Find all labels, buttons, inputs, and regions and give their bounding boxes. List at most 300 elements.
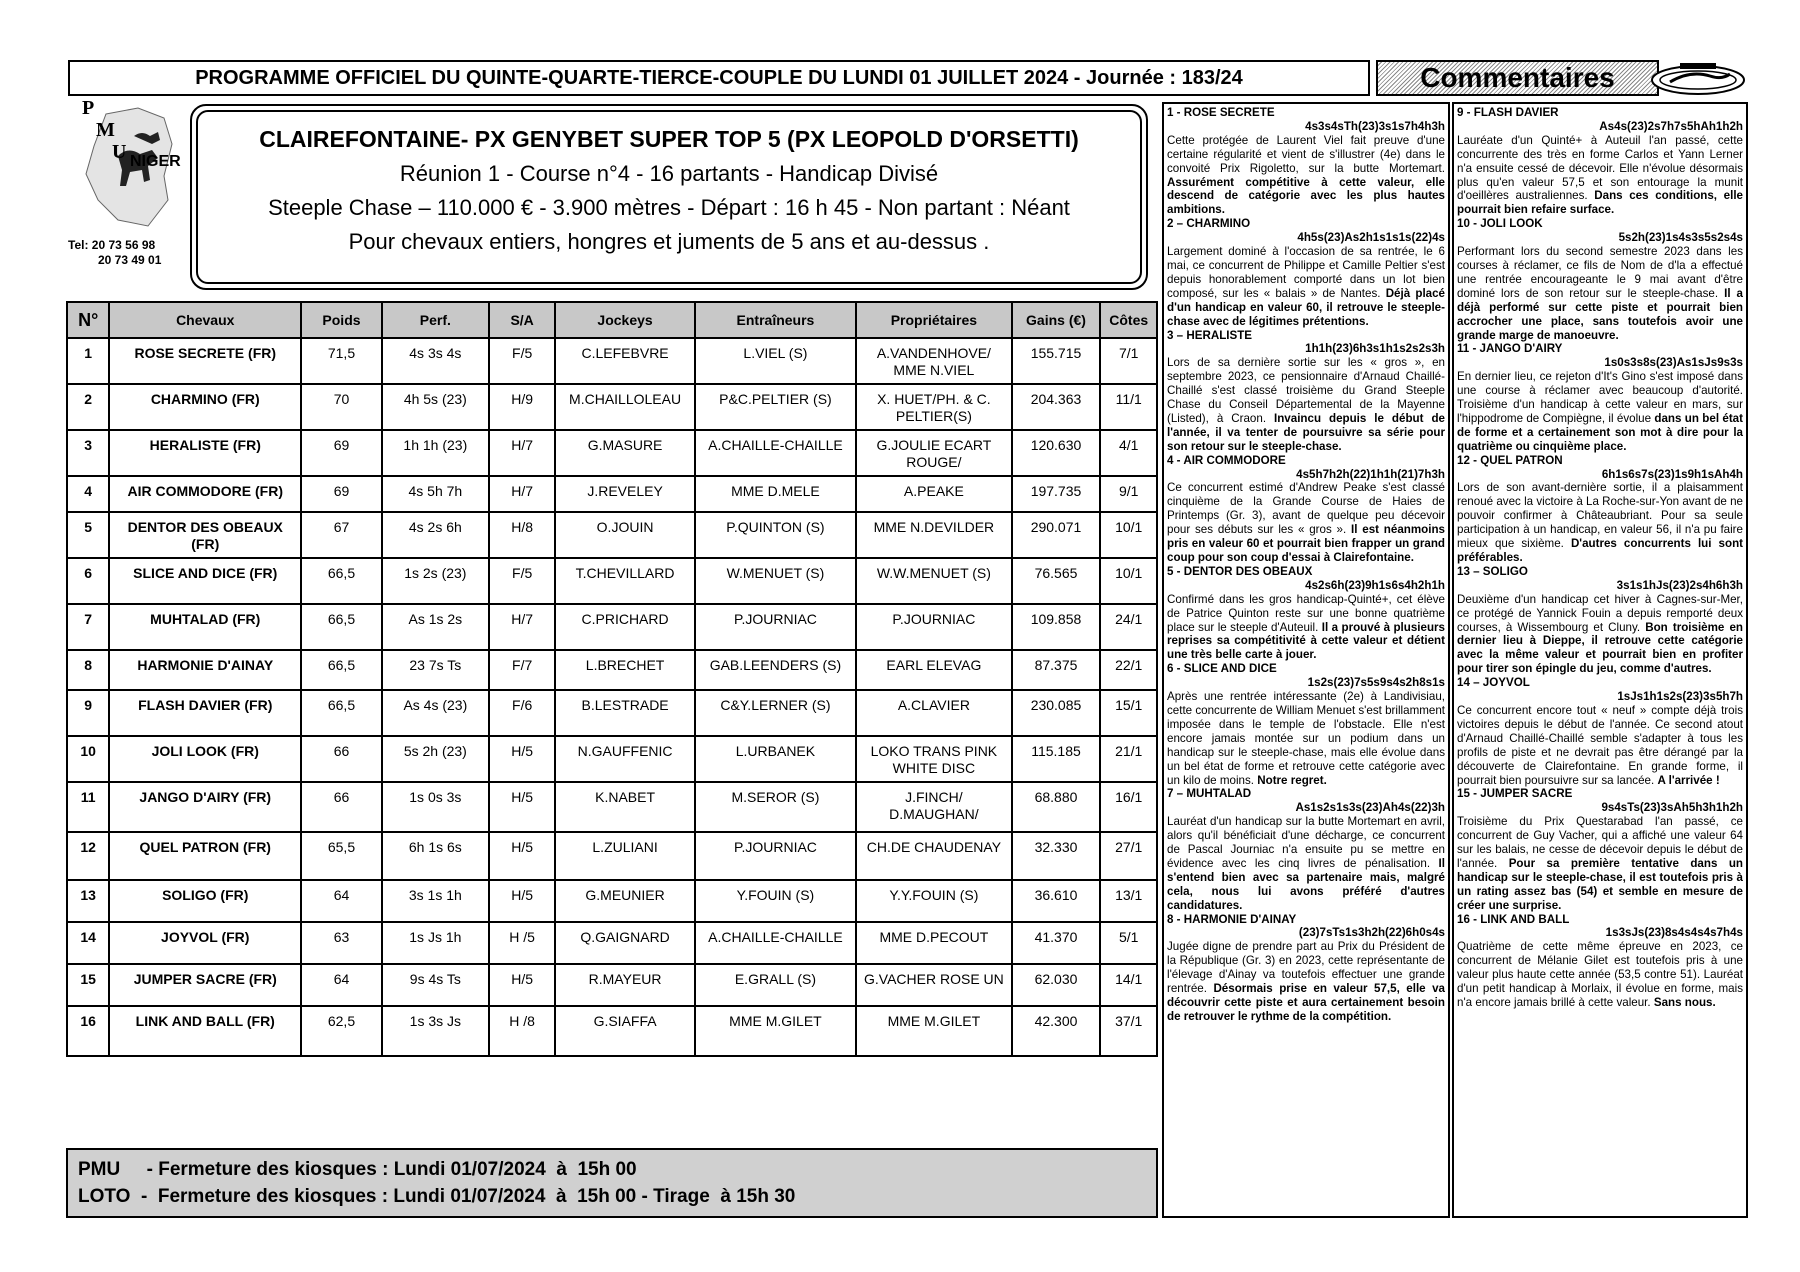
cell-cote: 10/1 <box>1100 558 1157 604</box>
cell-n: 8 <box>67 650 109 690</box>
comment-entry <box>1167 217 1445 328</box>
cell-perf: As 4s (23) <box>382 690 489 736</box>
cell-gains: 36.610 <box>1012 880 1101 922</box>
cell-gains: 76.565 <box>1012 558 1101 604</box>
comment-body: Lauréat d'un handicap sur la butte Mortemart en avril, alors qu'il bénéficiait d'une décharge, ce concurrent de Pascal Journiac n'a ensuite pu se mettre en évidence avec les cinq livres de pénalisation. <box>1167 815 1445 870</box>
comment-verdict: dans un bel état de forme et a certainement son mot à dire pour la quatrième ou cinquième place. <box>1457 411 1743 453</box>
comment-form-line: (23)7sTs1s3h2h(22)6h0s4s <box>1298 926 1445 940</box>
cell-n: 11 <box>67 782 109 832</box>
cell-sa: F/5 <box>489 338 556 384</box>
comment-text <box>1457 704 1743 787</box>
comment-horse-title: 4 - AIR COMMODORE <box>1167 453 1286 467</box>
cell-trainer: L.VIEL (S) <box>695 338 856 384</box>
cell-n: 5 <box>67 512 109 558</box>
racing-logo-icon <box>1650 62 1746 96</box>
cell-cote: 14/1 <box>1100 964 1157 1006</box>
comment-horse-title: 12 - QUEL PATRON <box>1457 453 1563 467</box>
race-info-box <box>190 104 1148 290</box>
comment-verdict: Notre regret. <box>1257 773 1327 787</box>
cell-n: 16 <box>67 1006 109 1056</box>
cell-perf: 1s 2s (23) <box>382 558 489 604</box>
comment-body: Deuxième d'un handicap cet hiver à Cagnes-sur-Mer, ce protégé de Yannick Fouin a depuis remporté deux courses, à Wissembourg et Cluny. <box>1457 592 1743 634</box>
cell-perf: 4s 2s 6h <box>382 512 489 558</box>
cell-jockey: L.ZULIANI <box>555 832 694 880</box>
cell-horse: JOLI LOOK (FR) <box>109 736 301 782</box>
cell-poids: 66,5 <box>301 650 382 690</box>
comment-verdict: D'autres concurrents lui sont préférables. <box>1457 537 1744 564</box>
cell-jockey: L.BRECHET <box>555 650 694 690</box>
cell-cote: 15/1 <box>1100 690 1157 736</box>
cell-poids: 65,5 <box>301 832 382 880</box>
comment-body: Après une rentrée intéressante (2e) à Landivisiau, cette concurrente de William Menuet s'est brillamment imposée dans le temple de l'obstacle. Elle n'est encore jamais montée sur un podium dans un handicap sur le steeple-chase, mais elle évolue dans un bel état de forme et retrouve cette catégorie avec un kilo de moins. <box>1167 690 1445 787</box>
comment-text <box>1457 481 1743 564</box>
comment-horse-title: 7 – MUHTALAD <box>1167 787 1252 801</box>
cell-gains: 62.030 <box>1012 964 1101 1006</box>
comment-body: Cette protégée de Laurent Viel fait preuve d'une certaine régularité et vient de s'illustrer (4e) dans le convoité Prix Rigoletto, sur la butte Mortemart. <box>1167 133 1445 175</box>
table-row <box>67 604 1157 650</box>
comment-horse-title: 6 - SLICE AND DICE <box>1167 662 1277 676</box>
comment-form-line: 4s5h7h2h(22)1h1h(21)7h3h <box>1296 467 1445 481</box>
race-conditions: Steeple Chase – 110.000 € - 3.900 mètres - Départ : 16 h 45 - Non partant : Néant <box>268 195 1070 220</box>
cell-owner: G.VACHER ROSE UN <box>856 964 1011 1006</box>
comment-verdict: Il a déjà performé sur cette piste et pourrait bien accrocher une place, sans toutefois avoir une grande marge de manoeuvre. <box>1457 286 1743 342</box>
cell-cote: 4/1 <box>1100 430 1157 476</box>
cell-horse: QUEL PATRON (FR) <box>109 832 301 880</box>
cell-jockey: B.LESTRADE <box>555 690 694 736</box>
cell-gains: 109.858 <box>1012 604 1101 650</box>
table-row <box>67 690 1157 736</box>
comment-text <box>1457 134 1743 217</box>
cell-n: 4 <box>67 476 109 512</box>
comment-text <box>1457 593 1743 676</box>
comment-entry <box>1167 787 1445 912</box>
cell-poids: 62,5 <box>301 1006 382 1056</box>
cell-horse: DENTOR DES OBEAUX (FR) <box>109 512 301 558</box>
cell-n: 7 <box>67 604 109 650</box>
cell-owner: P.JOURNIAC <box>856 604 1011 650</box>
cell-poids: 64 <box>301 880 382 922</box>
cell-cote: 11/1 <box>1100 384 1157 430</box>
cell-perf: 1h 1h (23) <box>382 430 489 476</box>
cell-poids: 64 <box>301 964 382 1006</box>
cell-poids: 66 <box>301 782 382 832</box>
svg-text:NIGER: NIGER <box>130 153 181 170</box>
comment-form-line: 1s2s(23)7s5s9s4s2h8s1s <box>1307 676 1445 690</box>
comment-body: Confirmé dans les gros handicap-Quinté+, cet élève de Patrice Quinton reste sur une bonne quatrième place sur le steeple d'Auteuil. <box>1167 592 1445 634</box>
cell-sa: H/7 <box>489 476 556 512</box>
cell-owner: W.W.MENUET (S) <box>856 558 1011 604</box>
table-row <box>67 476 1157 512</box>
cell-trainer: L.URBANEK <box>695 736 856 782</box>
cell-perf: 4s 3s 4s <box>382 338 489 384</box>
cell-trainer: Y.FOUIN (S) <box>695 880 856 922</box>
cell-cote: 27/1 <box>1100 832 1157 880</box>
cell-poids: 67 <box>301 512 382 558</box>
cell-perf: 1s 3s Js <box>382 1006 489 1056</box>
comment-text <box>1167 134 1445 217</box>
cell-cote: 9/1 <box>1100 476 1157 512</box>
pmu-closing: PMU - Fermeture des kiosques : Lundi 01/07/2024 à 15h 00 <box>78 1159 637 1180</box>
comment-text <box>1167 593 1445 663</box>
comment-form-line: 4h5s(23)As2h1s1s1s(22)4s <box>1297 231 1445 245</box>
cell-horse: SLICE AND DICE (FR) <box>109 558 301 604</box>
column-header: Entraîneurs <box>695 302 856 338</box>
cell-perf: 4h 5s (23) <box>382 384 489 430</box>
comment-entry <box>1457 565 1743 676</box>
comment-verdict: Pour sa première tentative dans un handicap sur le steeple-chase, il est toutefois pris à un rating assez bas (54) et semble en mesure de créer une surprise. <box>1457 856 1743 912</box>
table-row <box>67 430 1157 476</box>
cell-jockey: C.PRICHARD <box>555 604 694 650</box>
cell-trainer: E.GRALL (S) <box>695 964 856 1006</box>
cell-sa: H/5 <box>489 736 556 782</box>
cell-perf: 6h 1s 6s <box>382 832 489 880</box>
phone-1: Tel: 20 73 56 98 <box>68 238 156 252</box>
table-row <box>67 880 1157 922</box>
cell-sa: H /8 <box>489 1006 556 1056</box>
comment-horse-title: 5 - DENTOR DES OBEAUX <box>1167 564 1313 578</box>
cell-owner: LOKO TRANS PINK WHITE DISC <box>856 736 1011 782</box>
cell-jockey: J.REVELEY <box>555 476 694 512</box>
cell-sa: H/7 <box>489 604 556 650</box>
column-header: N° <box>67 302 109 338</box>
comment-text <box>1167 815 1445 912</box>
cell-n: 9 <box>67 690 109 736</box>
cell-owner: MME D.PECOUT <box>856 922 1011 964</box>
cell-horse: AIR COMMODORE (FR) <box>109 476 301 512</box>
cell-jockey: T.CHEVILLARD <box>555 558 694 604</box>
cell-horse: JANGO D'AIRY (FR) <box>109 782 301 832</box>
cell-sa: H/5 <box>489 964 556 1006</box>
table-row <box>67 922 1157 964</box>
column-header: Poids <box>301 302 382 338</box>
cell-horse: JOYVOL (FR) <box>109 922 301 964</box>
column-header: Propriétaires <box>856 302 1011 338</box>
comment-horse-title: 13 – SOLIGO <box>1457 564 1528 578</box>
comment-verdict: A l'arrivée ! <box>1657 773 1720 787</box>
comment-text <box>1167 356 1445 453</box>
cell-sa: F/6 <box>489 690 556 736</box>
comment-form-line: 6h1s6s7s(23)1s9h1sAh4h <box>1601 467 1743 481</box>
comment-horse-title: 1 - ROSE SECRETE <box>1167 106 1275 119</box>
comment-form-line: 9s4sTs(23)3sAh5h3h1h2h <box>1601 801 1743 815</box>
cell-perf: 23 7s Ts <box>382 650 489 690</box>
comment-entry <box>1167 454 1445 565</box>
comment-horse-title: 11 - JANGO D'AIRY <box>1457 342 1563 356</box>
cell-horse: LINK AND BALL (FR) <box>109 1006 301 1056</box>
cell-horse: ROSE SECRETE (FR) <box>109 338 301 384</box>
cell-perf: 5s 2h (23) <box>382 736 489 782</box>
cell-jockey: G.MASURE <box>555 430 694 476</box>
comment-entry <box>1167 565 1445 662</box>
comment-text <box>1457 940 1743 1010</box>
comment-verdict: Il s'entend bien avec sa partenaire mais, malgré cela, nous lui avons préféré d'autres candidatures. <box>1167 856 1445 912</box>
comments-column-left <box>1162 102 1450 1218</box>
cell-owner: A.PEAKE <box>856 476 1011 512</box>
cell-sa: H/5 <box>489 832 556 880</box>
comment-horse-title: 10 - JOLI LOOK <box>1457 217 1543 231</box>
cell-trainer: A.CHAILLE-CHAILLE <box>695 922 856 964</box>
comment-horse-title: 8 - HARMONIE D'AINAY <box>1167 912 1297 926</box>
comment-body: Largement dominé à l'occasion de sa rentrée, le 6 mai, ce concurrent de Philippe et Camille Peltier s'est depuis honorablement comporté dans un lot bien composé, sur les « balais » de Nantes. <box>1167 245 1445 300</box>
cell-trainer: A.CHAILLE-CHAILLE <box>695 430 856 476</box>
cell-horse: HARMONIE D'AINAY <box>109 650 301 690</box>
comment-body: Lors de son avant-dernière sortie, il a plaisamment renoué avec la victoire à La Roche-sur-Yon avant de ne pouvoir confirmer à Châteaubriant. Pour sa seule participation à un handicap, en valeur 56, il n'a pu faire mieux que sixième. <box>1457 481 1743 551</box>
cell-horse: FLASH DAVIER (FR) <box>109 690 301 736</box>
comment-horse-title: 15 - JUMPER SACRE <box>1457 787 1573 801</box>
column-header: Gains (€) <box>1012 302 1101 338</box>
cell-jockey: O.JOUIN <box>555 512 694 558</box>
cell-perf: 9s 4s Ts <box>382 964 489 1006</box>
column-header: S/A <box>489 302 556 338</box>
cell-trainer: MME D.MELE <box>695 476 856 512</box>
cell-sa: H/8 <box>489 512 556 558</box>
comment-entry <box>1457 787 1743 912</box>
comment-entry <box>1167 106 1445 217</box>
cell-perf: 3s 1s 1h <box>382 880 489 922</box>
cell-jockey: K.NABET <box>555 782 694 832</box>
comment-entry <box>1457 106 1743 217</box>
cell-gains: 290.071 <box>1012 512 1101 558</box>
table-row <box>67 782 1157 832</box>
table-row <box>67 964 1157 1006</box>
cell-trainer: P.JOURNIAC <box>695 832 856 880</box>
race-eligibility: Pour chevaux entiers, hongres et juments de 5 ans et au-dessus . <box>348 229 990 254</box>
loto-closing: LOTO - Fermeture des kiosques : Lundi 01/07/2024 à 15h 00 - Tirage à 15h 30 <box>78 1186 796 1207</box>
cell-gains: 68.880 <box>1012 782 1101 832</box>
cell-owner: EARL ELEVAG <box>856 650 1011 690</box>
phone-numbers <box>68 238 186 268</box>
cell-gains: 41.370 <box>1012 922 1101 964</box>
cell-trainer: MME M.GILET <box>695 1006 856 1056</box>
race-name: CLAIREFONTAINE- PX GENYBET SUPER TOP 5 (PX LEOPOLD D'ORSETTI) <box>259 126 1079 152</box>
cell-owner: X. HUET/PH. & C. PELTIER(S) <box>856 384 1011 430</box>
table-row <box>67 650 1157 690</box>
cell-owner: MME M.GILET <box>856 1006 1011 1056</box>
comment-entry <box>1167 662 1445 787</box>
comment-form-line: 1s0s3s8s(23)As1sJs9s3s <box>1604 356 1743 370</box>
comment-entry <box>1457 342 1743 453</box>
comment-text <box>1167 940 1445 1023</box>
comment-body: Performant lors du second semestre 2023 dans les courses à réclamer, ce fils de Nom de d'la a effectué une rentrée encourageante le 9 mai avant d'être dominé lors de son retour sur le steeple-chase. <box>1457 245 1743 300</box>
cell-gains: 115.185 <box>1012 736 1101 782</box>
table-row <box>67 558 1157 604</box>
cell-poids: 66,5 <box>301 604 382 650</box>
cell-gains: 204.363 <box>1012 384 1101 430</box>
cell-owner: MME N.DEVILDER <box>856 512 1011 558</box>
comments-title: Commentaires <box>1420 62 1615 93</box>
cell-jockey: M.CHAILLOLEAU <box>555 384 694 430</box>
comment-body: Lors de sa dernière sortie sur les « gros », en septembre 2023, ce pensionnaire d'Arnaud Chaillé-Chaillé s'est classé troisième du Grand Steeple Chase du Conseil Départemental de la Mayenne (Listed), à Craon. <box>1167 356 1445 425</box>
comment-entry <box>1457 676 1743 787</box>
comment-text <box>1457 370 1743 453</box>
comment-entry <box>1167 329 1445 454</box>
cell-sa: H/9 <box>489 384 556 430</box>
logo-letter-p: P <box>82 97 95 119</box>
comment-verdict: Sans nous. <box>1653 996 1716 1009</box>
svg-text:M: M <box>96 119 115 141</box>
cell-owner: A.CLAVIER <box>856 690 1011 736</box>
cell-gains: 155.715 <box>1012 338 1101 384</box>
comment-entry <box>1457 454 1743 565</box>
cell-cote: 13/1 <box>1100 880 1157 922</box>
comment-entry <box>1457 217 1743 342</box>
cell-trainer: P.JOURNIAC <box>695 604 856 650</box>
cell-poids: 69 <box>301 476 382 512</box>
cell-owner: CH.DE CHAUDENAY <box>856 832 1011 880</box>
cell-poids: 63 <box>301 922 382 964</box>
table-row <box>67 512 1157 558</box>
cell-poids: 66,5 <box>301 558 382 604</box>
comment-form-line: 1s3sJs(23)8s4s4s4s7h4s <box>1605 926 1743 940</box>
race-meeting: Réunion 1 - Course n°4 - 16 partants - Handicap Divisé <box>399 161 939 186</box>
comment-form-line: As1s2s1s3s(23)Ah4s(22)3h <box>1295 801 1445 815</box>
comment-verdict: Invaincu depuis le début de l'année, il va tenter de poursuivre sa série pour son retour sur le steeple-chase. <box>1167 411 1445 453</box>
cell-owner: J.FINCH/ D.MAUGHAN/ <box>856 782 1011 832</box>
race-info-inner <box>196 110 1142 284</box>
cell-jockey: R.MAYEUR <box>555 964 694 1006</box>
cell-trainer: M.SEROR (S) <box>695 782 856 832</box>
cell-cote: 37/1 <box>1100 1006 1157 1056</box>
cell-poids: 70 <box>301 384 382 430</box>
comment-horse-title: 2 – CHARMINO <box>1167 217 1251 231</box>
cell-trainer: C&Y.LERNER (S) <box>695 690 856 736</box>
cell-trainer: P.QUINTON (S) <box>695 512 856 558</box>
cell-cote: 21/1 <box>1100 736 1157 782</box>
cell-horse: JUMPER SACRE (FR) <box>109 964 301 1006</box>
cell-jockey: C.LEFEBVRE <box>555 338 694 384</box>
cell-horse: HERALISTE (FR) <box>109 430 301 476</box>
table-row <box>67 1006 1157 1056</box>
comment-horse-title: 16 - LINK AND BALL <box>1457 912 1570 926</box>
cell-cote: 7/1 <box>1100 338 1157 384</box>
comment-form-line: 5s2h(23)1s4s3s5s2s4s <box>1618 231 1743 245</box>
cell-jockey: N.GAUFFENIC <box>555 736 694 782</box>
table-header-row <box>67 302 1157 338</box>
cell-owner: A.VANDENHOVE/ MME N.VIEL <box>856 338 1011 384</box>
table-row <box>67 384 1157 430</box>
comment-form-line: 3s1s1hJs(23)2s4h6h3h <box>1616 578 1743 592</box>
comment-body: En dernier lieu, ce rejeton d'It's Gino s'est imposé dans une course à réclamer avec beaucoup d'autorité. Troisième d'un handicap à cette valeur en mars, sur l'hippodrome de Compiègne, il évolue <box>1457 370 1743 425</box>
cell-n: 2 <box>67 384 109 430</box>
cell-cote: 5/1 <box>1100 922 1157 964</box>
cell-gains: 42.300 <box>1012 1006 1101 1056</box>
cell-owner: Y.Y.FOUIN (S) <box>856 880 1011 922</box>
cell-sa: H/5 <box>489 880 556 922</box>
comment-entry <box>1167 913 1445 1024</box>
cell-trainer: W.MENUET (S) <box>695 558 856 604</box>
comment-text <box>1167 481 1445 564</box>
comment-body: Quatrième de cette même épreuve en 2023, ce concurrent de Mélanie Gilet est toutefois pris à une valeur plus haute cette année (53,5 contre 51). Lauréat d'un petit handicap à Morlaix, il évolue en forme, mais n'a encore jamais brillé à cette valeur. <box>1457 940 1743 1009</box>
cell-trainer: GAB.LEENDERS (S) <box>695 650 856 690</box>
comment-verdict: Il est néanmoins pris en valeur 60 et pourrait bien frapper un grand coup pour son coup d'essai à Clairefontaine. <box>1167 523 1446 564</box>
cell-n: 13 <box>67 880 109 922</box>
cell-poids: 69 <box>301 430 382 476</box>
cell-cote: 22/1 <box>1100 650 1157 690</box>
comment-entry <box>1457 913 1743 1010</box>
cell-perf: As 1s 2s <box>382 604 489 650</box>
column-header: Perf. <box>382 302 489 338</box>
comment-form-line: 1sJs1h1s2s(23)3s5h7h <box>1617 690 1743 704</box>
cell-cote: 10/1 <box>1100 512 1157 558</box>
pmu-niger-logo <box>68 96 186 236</box>
comment-verdict: Dans ces conditions, elle pourrait bien refaire surface. <box>1457 189 1743 217</box>
comment-verdict: Il a prouvé à plusieurs reprises sa compétitivité à cette valeur et détient une très belle carte à jouer. <box>1167 620 1446 662</box>
cell-gains: 120.630 <box>1012 430 1101 476</box>
cell-horse: SOLIGO (FR) <box>109 880 301 922</box>
cell-poids: 66 <box>301 736 382 782</box>
table-body <box>67 338 1157 1056</box>
cell-sa: H/7 <box>489 430 556 476</box>
cell-cote: 16/1 <box>1100 782 1157 832</box>
comments-header <box>1376 60 1659 96</box>
comments-column-right <box>1452 102 1748 1218</box>
cell-poids: 66,5 <box>301 690 382 736</box>
table-row <box>67 736 1157 782</box>
comment-verdict: Désormais prise en valeur 57,5, elle va découvrir cette piste et aura certainement besoin de retrouver le rythme de la compétition. <box>1167 982 1445 1023</box>
comment-body: Lauréate d'un Quinté+ à Auteuil l'an passé, cette concurrente des très en forme Carlos et Yann Lerner n'a ensuite cessé de décevoir. Elle n'évolue désormais plus qu'en valeur 57,5 et son entourage la munit d'oeillères australiennes. <box>1457 133 1743 203</box>
comment-text <box>1167 245 1445 328</box>
comment-horse-title: 9 - FLASH DAVIER <box>1457 106 1559 119</box>
cell-n: 3 <box>67 430 109 476</box>
cell-jockey: G.MEUNIER <box>555 880 694 922</box>
cell-n: 1 <box>67 338 109 384</box>
cell-n: 14 <box>67 922 109 964</box>
cell-gains: 197.735 <box>1012 476 1101 512</box>
cell-trainer: P&C.PELTIER (S) <box>695 384 856 430</box>
svg-text:U: U <box>112 141 127 163</box>
comment-horse-title: 3 – HERALISTE <box>1167 328 1253 342</box>
cell-owner: G.JOULIE ECART ROUGE/ <box>856 430 1011 476</box>
cell-n: 12 <box>67 832 109 880</box>
cell-sa: H/5 <box>489 782 556 832</box>
column-header: Côtes <box>1100 302 1157 338</box>
comment-verdict: Déjà placé d'un handicap en valeur 60, il retrouve le steeple-chase avec de légitimes prétentions. <box>1167 286 1446 328</box>
program-title: PROGRAMME OFFICIEL DU QUINTE-QUARTE-TIERCE-COUPLE DU LUNDI 01 JUILLET 2024 - Journée : 183/24 <box>68 60 1370 96</box>
cell-poids: 71,5 <box>301 338 382 384</box>
comment-body: Ce concurrent encore tout « neuf » compte déjà trois victoires depuis le début de l'année. Ce second atout d'Arnaud Chaillé-Chaillé semble s'adapter à tous les profils de piste et ne devrait pas être dérangé par la découverte de Clairefontaine. En grande forme, il pourrait bien poursuivre sur sa lancée. <box>1457 703 1743 787</box>
cell-gains: 87.375 <box>1012 650 1101 690</box>
cell-sa: H /5 <box>489 922 556 964</box>
cell-sa: F/5 <box>489 558 556 604</box>
comment-form-line: 4s2s6h(23)9h1s6s4h2h1h <box>1305 578 1445 592</box>
cell-gains: 32.330 <box>1012 832 1101 880</box>
comment-form-line: 4s3s4sTh(23)3s1s7h4h3h <box>1305 119 1445 133</box>
closing-times-footer <box>66 1148 1158 1218</box>
comment-text <box>1457 245 1743 342</box>
cell-sa: F/7 <box>489 650 556 690</box>
column-header: Jockeys <box>555 302 694 338</box>
cell-perf: 4s 5h 7h <box>382 476 489 512</box>
runners-table <box>66 301 1158 1057</box>
table-row <box>67 832 1157 880</box>
comment-form-line: 1h1h(23)6h3s1h1s2s2s3h <box>1305 342 1445 356</box>
comment-verdict: Bon troisième en dernier lieu à Dieppe, il retrouve cette catégorie avec la même valeur et pourrait bien en profiter pour tirer son épingle du jeu, comme d'autres. <box>1457 620 1743 676</box>
cell-gains: 230.085 <box>1012 690 1101 736</box>
cell-cote: 24/1 <box>1100 604 1157 650</box>
comment-horse-title: 14 – JOYVOL <box>1457 676 1530 690</box>
comment-form-line: As4s(23)2s7h7s5hAh1h2h <box>1599 119 1743 133</box>
cell-n: 6 <box>67 558 109 604</box>
cell-n: 10 <box>67 736 109 782</box>
comment-text <box>1457 815 1743 912</box>
comment-body: Troisième du Prix Questarabad l'an passé, ce concurrent de Guy Vacher, qui a affiché une valeur 64 sur les balais, ne cesse de décevoir depuis le début de l'année. <box>1457 815 1743 870</box>
cell-n: 15 <box>67 964 109 1006</box>
cell-horse: MUHTALAD (FR) <box>109 604 301 650</box>
cell-jockey: G.SIAFFA <box>555 1006 694 1056</box>
cell-perf: 1s Js 1h <box>382 922 489 964</box>
phone-2: 20 73 49 01 <box>98 253 162 267</box>
table-row <box>67 338 1157 384</box>
